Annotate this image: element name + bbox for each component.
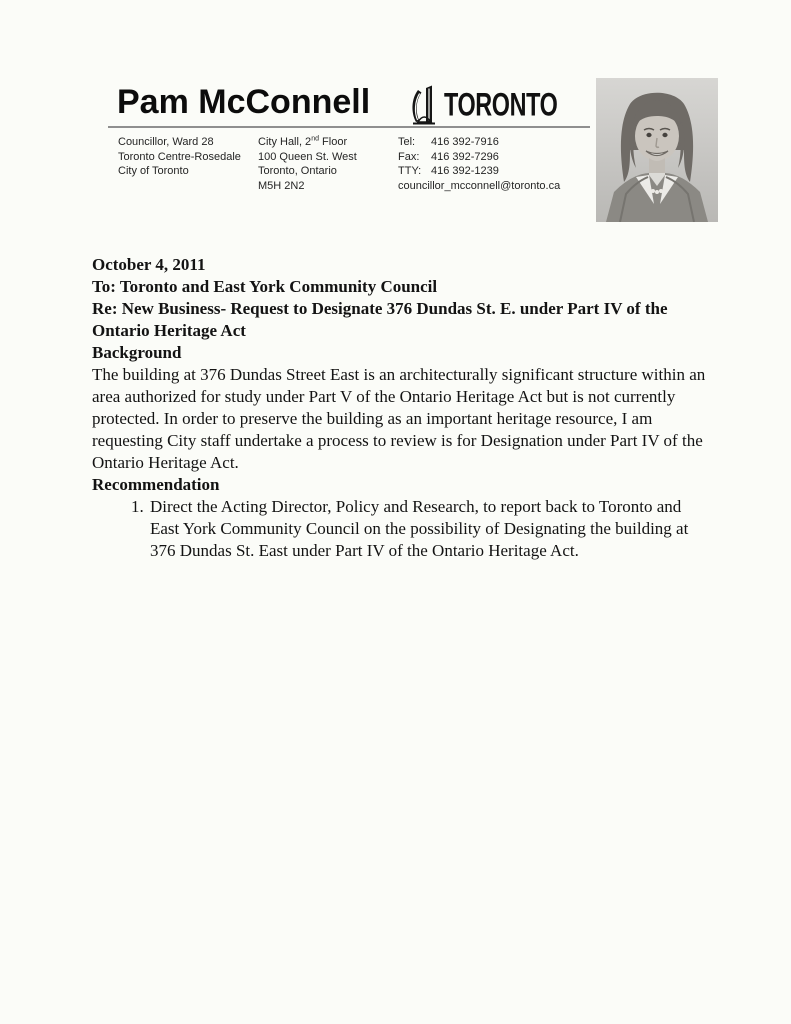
councillor-role <box>118 135 241 179</box>
toronto-wordmark: TORONTO <box>444 87 558 124</box>
role-line: Toronto Centre-Rosedale <box>118 150 241 163</box>
address-line: City Hall, 2nd Floor <box>258 135 348 148</box>
tty-line: TTY: 416 392-1239 <box>398 165 499 177</box>
recommendation-item: 1. Direct the Acting Director, Policy and Research, to report back to Toronto and East York Community Council on the possibility of Designating the building at 376 Dundas St. East under Part IV of the Ontario Heritage Act. <box>148 496 708 562</box>
email-line: councillor_mcconnell@toronto.ca <box>398 179 561 192</box>
letter-body <box>92 254 708 562</box>
letter-to: To: Toronto and East York Community Council <box>92 277 438 296</box>
letter-date: October 4, 2011 <box>92 255 206 274</box>
background-paragraph: The building at 376 Dundas Street East is an architecturally significant structure within an area authorized for study under Part V of the Ontario Heritage Act but is not currently protected. In order to preserve the building as an important heritage resource, I am requesting City staff undertake a process to review is for Designation under Part IV of the Ontario Heritage Act. <box>92 365 706 472</box>
role-line: Councillor, Ward 28 <box>118 136 214 148</box>
tel-line: Tel: 416 392-7916 <box>398 136 499 148</box>
phone-email-block <box>398 135 560 193</box>
role-line: City of Toronto <box>118 165 189 177</box>
toronto-logo <box>407 85 589 127</box>
councillor-name: Pam McConnell <box>117 83 371 121</box>
recommendation-heading: Recommendation <box>92 475 220 494</box>
fax-line: Fax: 416 392-7296 <box>398 150 499 163</box>
address-line: M5H 2N2 <box>258 179 305 192</box>
address-line: Toronto, Ontario <box>258 165 337 177</box>
office-address <box>258 135 357 193</box>
councillor-photo <box>596 78 718 222</box>
background-heading: Background <box>92 343 182 362</box>
toronto-city-hall-icon <box>407 85 441 127</box>
recommendation-list <box>92 496 708 562</box>
header-divider <box>108 126 590 128</box>
address-line: 100 Queen St. West <box>258 150 357 163</box>
letter-subject: Re: New Business- Request to Designate 376 Dundas St. E. under Part IV of the Ontario Heritage Act <box>92 299 668 340</box>
